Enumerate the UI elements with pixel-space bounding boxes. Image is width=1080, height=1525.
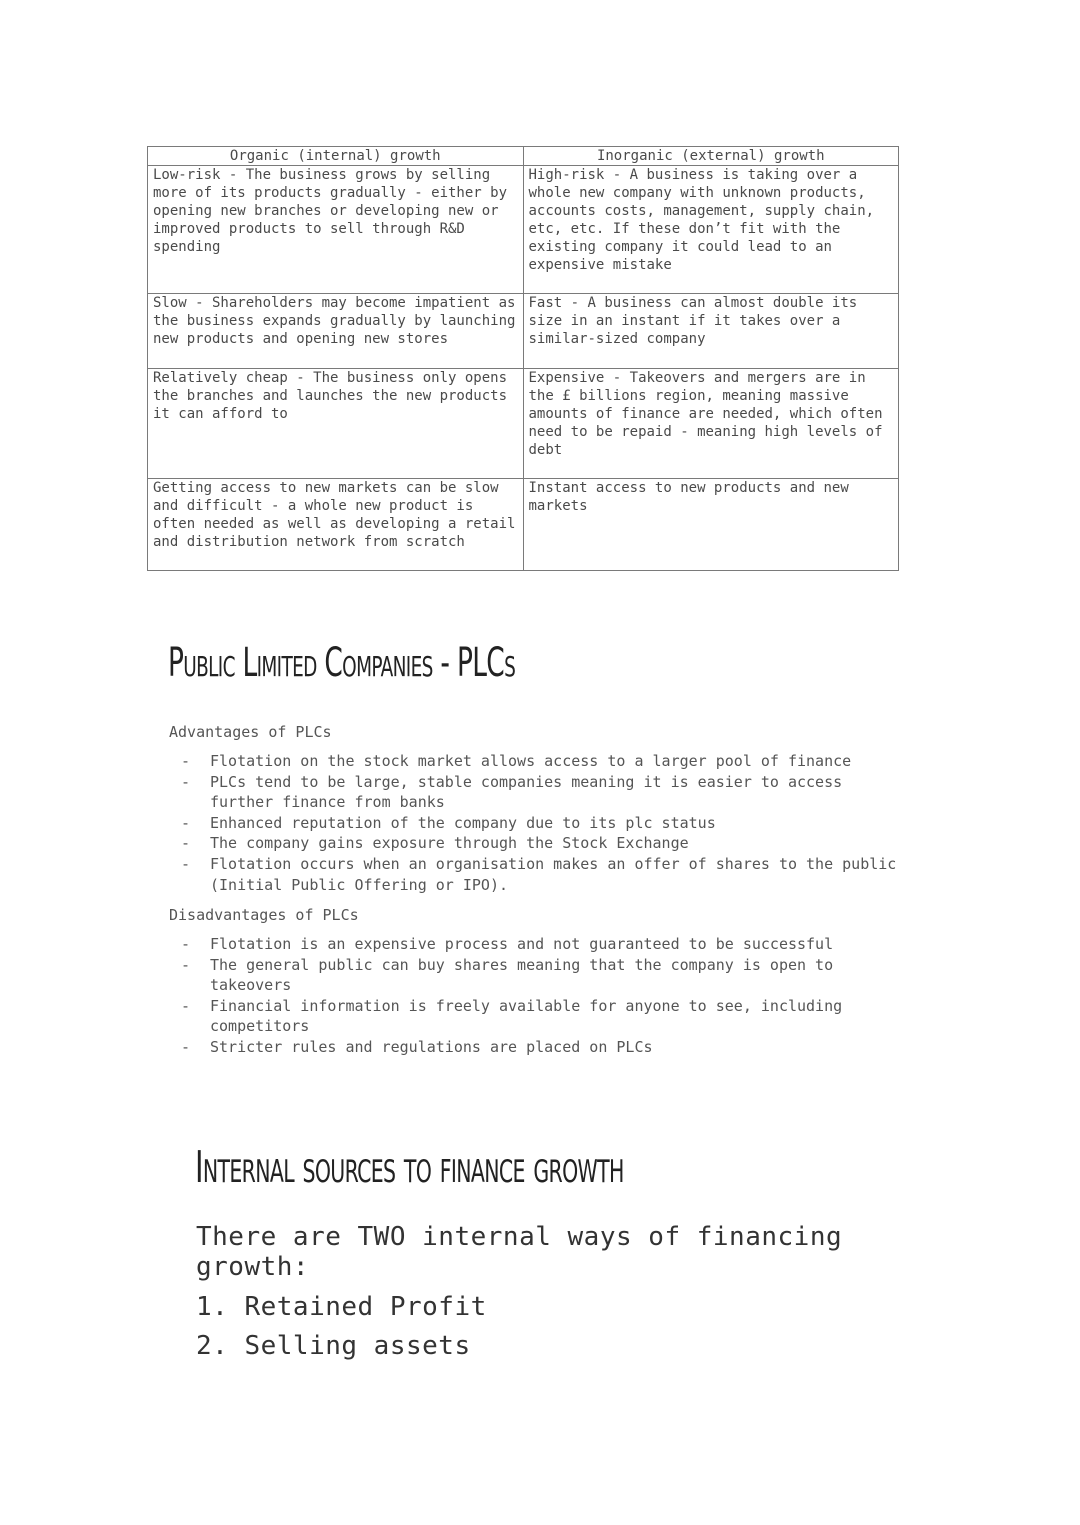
inorganic-cell: Fast - A business can almost double its size in an instant if it takes over a similar-sized company — [523, 294, 899, 369]
disadvantages-title: Disadvantages of PLCs — [169, 906, 359, 924]
finance-option-selling-assets: 2. Selling assets — [196, 1331, 471, 1361]
organic-cell: Relatively cheap - The business only opens the branches and launches the new products it can afford to — [148, 369, 524, 479]
advantages-list — [169, 751, 909, 895]
table-header-row — [148, 147, 899, 166]
advantages-title: Advantages of PLCs — [169, 723, 332, 741]
list-item: - The general public can buy shares meaning that the company is open to takeovers — [169, 955, 909, 996]
inorganic-cell: Instant access to new products and new markets — [523, 479, 899, 571]
organic-cell: Slow - Shareholders may become impatient as the business expands gradually by launching new products and opening new stores — [148, 294, 524, 369]
organic-cell: Getting access to new markets can be slow and difficult - a whole new product is often needed as well as developing a retail and distribution network from scratch — [148, 479, 524, 571]
disadvantages-list — [169, 934, 909, 1058]
table-row — [148, 294, 899, 369]
list-item: - Flotation is an expensive process and not guaranteed to be successful — [169, 934, 909, 955]
organic-cell: Low-risk - The business grows by selling more of its products gradually - either by opening new branches or developing new or improved products to sell through R&D spending — [148, 166, 524, 294]
table-row — [148, 369, 899, 479]
list-item: - Flotation on the stock market allows access to a larger pool of finance — [169, 751, 909, 772]
list-item: - Flotation occurs when an organisation makes an offer of shares to the public (Initial Public Offering or IPO). — [169, 854, 909, 895]
internal-finance-heading: Internal sources to finance growth — [195, 1142, 624, 1193]
table-row — [148, 166, 899, 294]
list-item: - PLCs tend to be large, stable companies meaning it is easier to access further finance from banks — [169, 772, 909, 813]
internal-finance-intro: There are TWO internal ways of financing growth: — [196, 1222, 843, 1282]
finance-option-retained-profit: 1. Retained Profit — [196, 1292, 487, 1322]
list-item: - Enhanced reputation of the company due to its plc status — [169, 813, 909, 834]
inorganic-cell: High-risk - A business is taking over a whole new company with unknown products, accounts costs, management, supply chain, etc, etc. If these don’t fit with the existing company it could lead to an expensive mistake — [523, 166, 899, 294]
list-item: - Stricter rules and regulations are placed on PLCs — [169, 1037, 909, 1058]
organic-growth-header: Organic (internal) growth — [148, 147, 524, 166]
list-item: - The company gains exposure through the Stock Exchange — [169, 833, 909, 854]
table-row — [148, 479, 899, 571]
plc-heading: Public Limited Companies - PLCs — [168, 640, 516, 686]
inorganic-cell: Expensive - Takeovers and mergers are in the £ billions region, meaning massive amounts of finance are needed, which often need to be repaid - meaning high levels of debt — [523, 369, 899, 479]
inorganic-growth-header: Inorganic (external) growth — [523, 147, 899, 166]
list-item: - Financial information is freely available for anyone to see, including competitors — [169, 996, 909, 1037]
growth-comparison-table — [147, 146, 899, 571]
